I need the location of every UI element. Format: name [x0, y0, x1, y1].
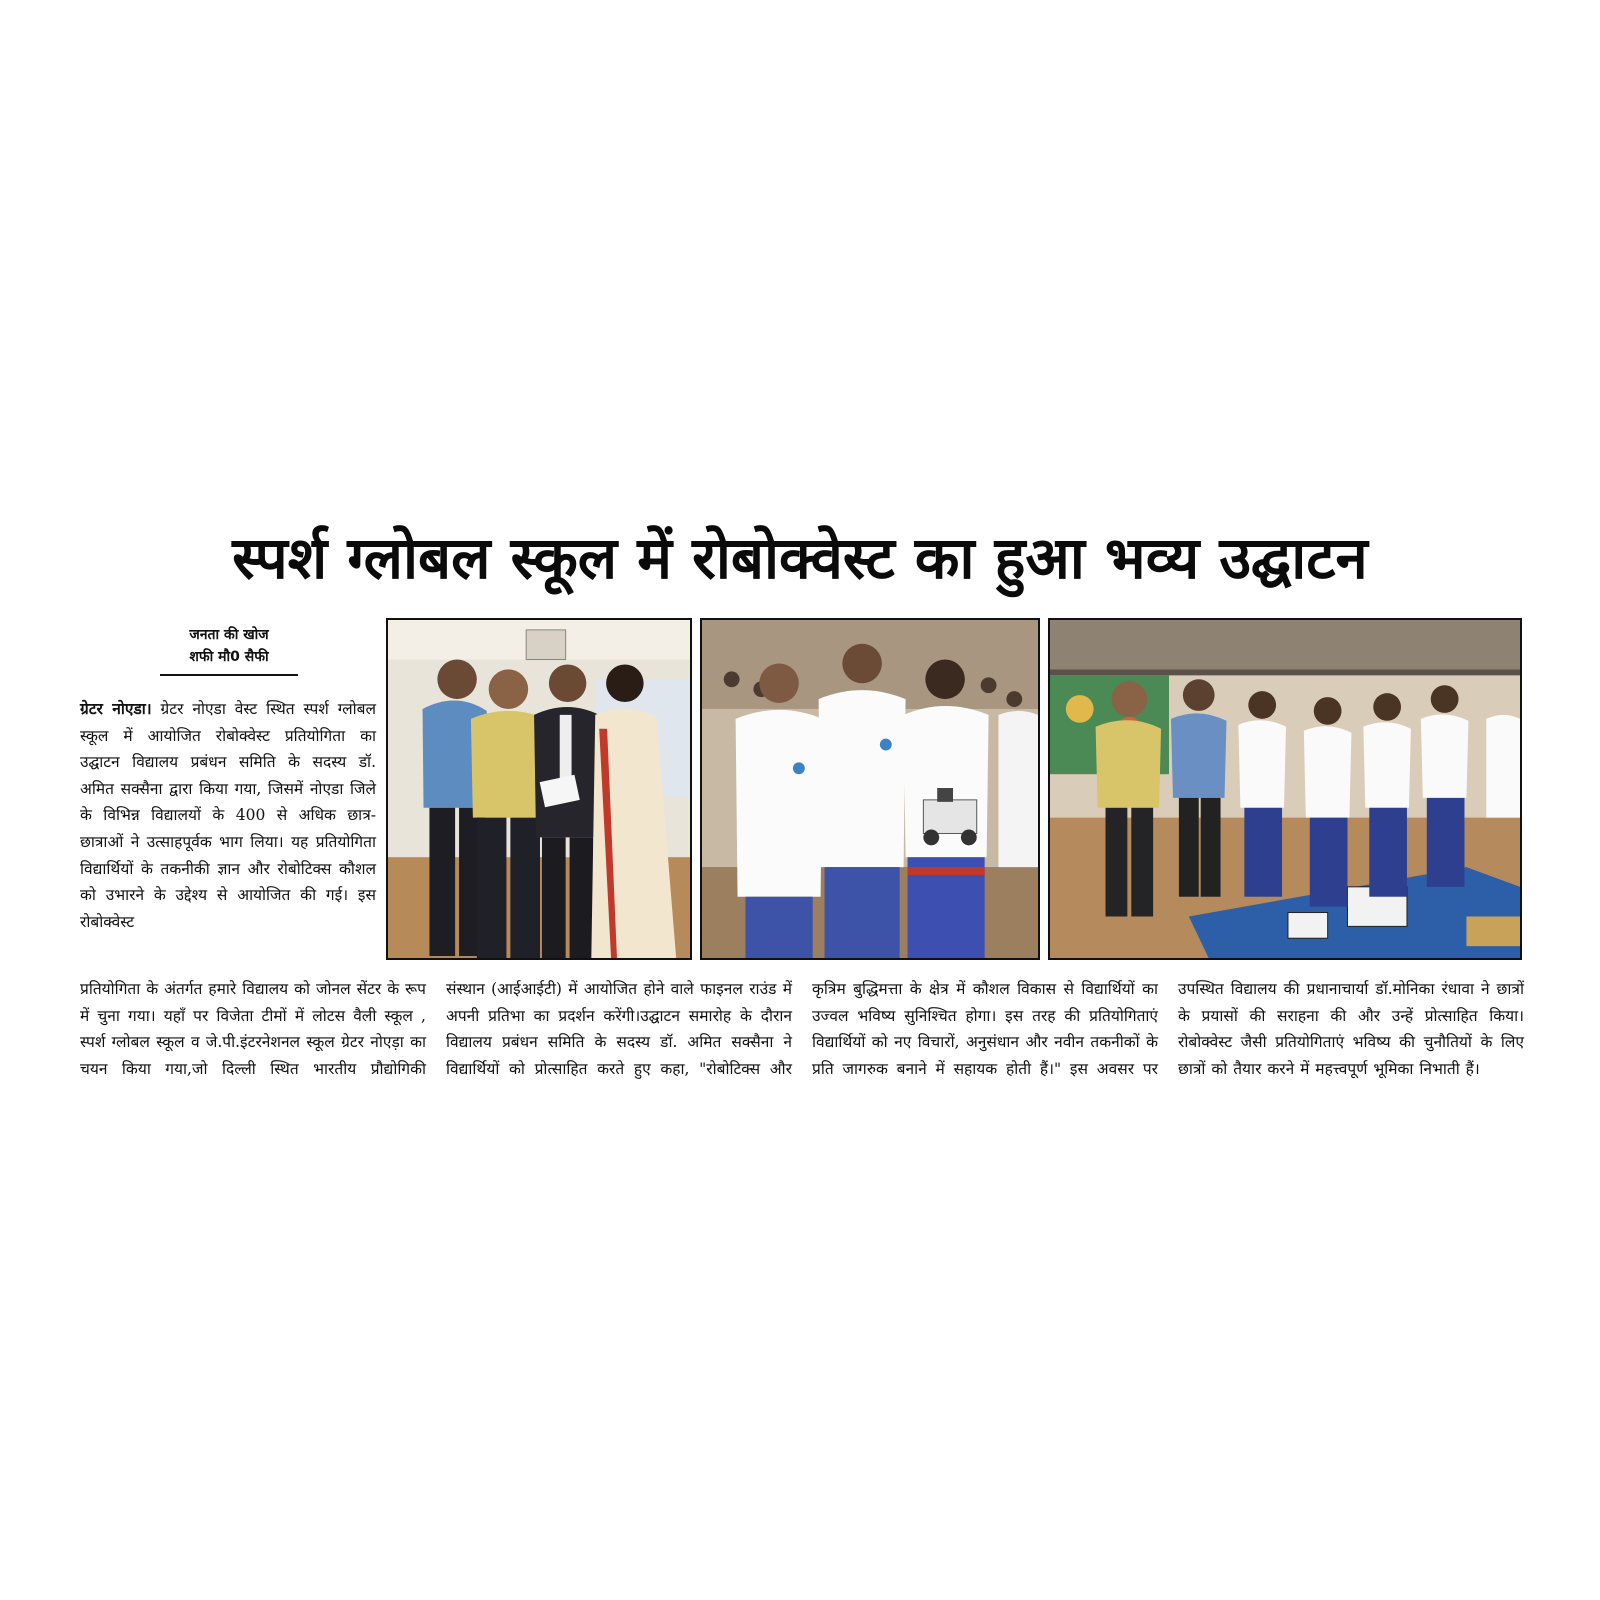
photo-inauguration-group: [386, 618, 692, 960]
byline-publication: जनता की खोज: [189, 627, 269, 643]
photo-students-with-robot-image: [702, 620, 1038, 958]
column-3-text: कृत्रिम बुद्धिमत्ता के क्षेत्र में कौशल विकास से विद्यार्थियों का उज्वल भविष्य सुनिश्चित होगा। इस तरह की प्रतियोगिताएं विद्यार्थियों को नए विचारों, अनुसंधान और नवीन तकनीकों के प्रति जागरुक बनाने में सहायक होती हैं।" इस अवसर पर: [812, 980, 1158, 1078]
article-column-4: [1178, 976, 1524, 1082]
dateline: ग्रेटर नोएडा।: [80, 699, 152, 718]
byline-author: शफी मौ0 सैफी: [189, 649, 269, 665]
column-1-text: ग्रेटर नोएडा वेस्ट स्थित स्पर्श ग्लोबल स्कूल में आयोजित रोबोक्वेस्ट प्रतियोगिता का उद्घाटन विद्यालय प्रबंधन समिति के सदस्य डॉ. अमित सक्सैना द्वारा किया गया, जिसमें नोएडा जिले के विभिन्न विद्यालयों के 400 से अधिक छात्र-छात्राओं ने उत्साहपूर्वक भाग लिया। यह प्रतियोगिता विद्यार्थियों के तकनीकी ज्ञान और रोबोटिक्स कौशल को उभारने के उद्देश्य से आयोजित की गई। इस रोबोक्वेस्ट: [80, 700, 376, 931]
photo-students-at-arena-image: [1050, 620, 1520, 958]
photo-students-at-arena: [1048, 618, 1522, 960]
photo-students-with-robot: [700, 618, 1040, 960]
headline: स्पर्श ग्लोबल स्कूल में रोबोक्वेस्ट का हुआ भव्य उद्घाटन: [232, 524, 1368, 592]
byline: [160, 624, 298, 676]
column-4-text: उपस्थित विद्यालय की प्रधानाचार्या डॉ.मोनिका रंधावा ने छात्रों के प्रयासों की सराहना की और उन्हें प्रोत्साहित किया। रोबोक्वेस्ट जैसी प्रतियोगिताएं भविष्य की चुनौतियों के लिए छात्रों को तैयार करने में महत्त्वपूर्ण भूमिका निभाती हैं।: [1178, 980, 1524, 1078]
article-column-1-continued: [80, 976, 426, 1082]
article-column-2: [446, 976, 792, 1082]
column-1b-text: प्रतियोगिता के अंतर्गत हमारे विद्यालय को जोनल सेंटर के रूप में चुना गया। यहाँ पर विजेता टीमों में लोटस वैली स्कूल , स्पर्श ग्लोबल स्कूल व जे.पी.इंटरनेशनल स्कूल ग्रेटर नोएड़ा का चयन किया गया,जो दिल्ली स्थित भारतीय प्रौद्योगिकी: [80, 980, 426, 1078]
column-2-text: संस्थान (आईआईटी) में आयोजित होने वाले फाइनल राउंड में अपनी प्रतिभा का प्रदर्शन करेंगी।उद्घाटन समारोह के दौरान विद्यालय प्रबंधन समिति के सदस्य डॉ. अमित सक्सैना ने विद्यार्थियों को प्रोत्साहित करते हुए कहा, "रोबोटिक्स और: [446, 980, 792, 1078]
photo-inauguration-group-image: [388, 620, 690, 958]
article-column-3: [812, 976, 1158, 1082]
article-column-1: [80, 696, 376, 935]
